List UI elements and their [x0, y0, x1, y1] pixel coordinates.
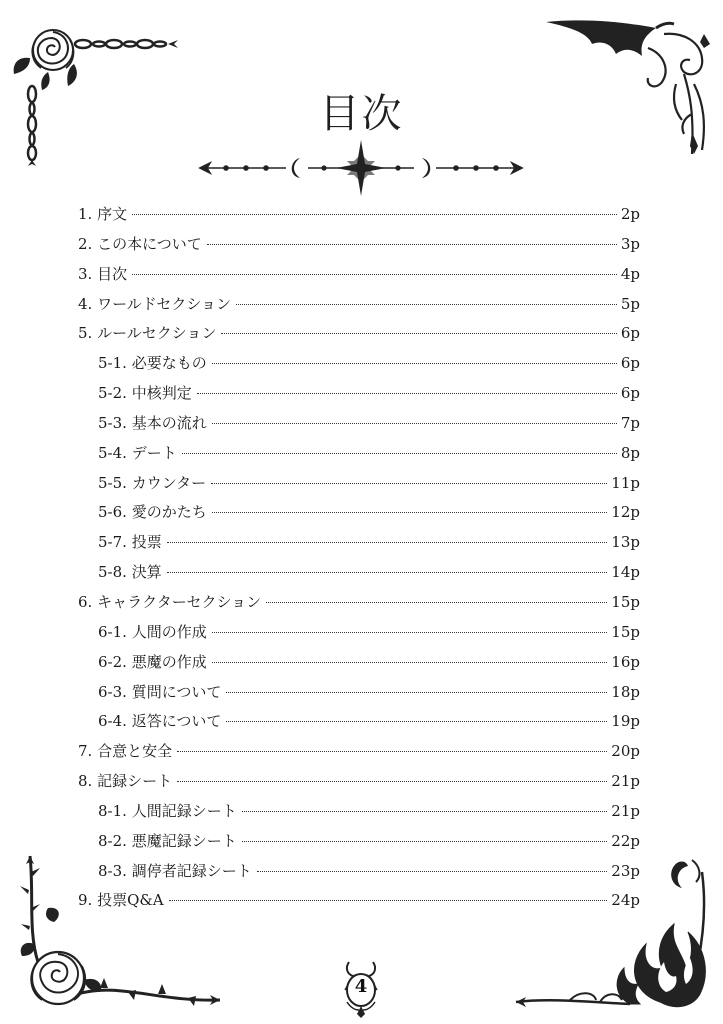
toc-entry	[78, 230, 640, 260]
toc-entry-label: 5. ルールセクション	[78, 324, 217, 343]
dot-leader	[182, 453, 617, 454]
toc-entry-label: 9. 投票Q&A	[78, 891, 164, 910]
toc-entry-page: 6p	[620, 384, 640, 403]
dot-leader	[242, 841, 608, 842]
toc-entry	[78, 498, 640, 528]
toc-entry-page: 7p	[620, 413, 640, 432]
toc-entry-label: 7. 合意と安全	[78, 742, 173, 761]
toc-entry	[78, 409, 640, 439]
toc-entry-page: 3p	[620, 234, 640, 253]
dot-leader	[221, 333, 616, 334]
toc-entry-page: 24p	[611, 891, 640, 910]
toc-entry-page: 13p	[611, 533, 640, 552]
toc-entry-label: 8-1. 人間記録シート	[98, 801, 237, 820]
toc-entry-page: 14p	[611, 563, 640, 582]
toc-entry	[78, 349, 640, 379]
toc-entry-page: 15p	[611, 622, 640, 641]
toc-entry-label: 1. 序文	[78, 205, 128, 223]
toc-entry	[78, 200, 640, 230]
dot-leader	[169, 900, 608, 901]
toc-entry-label: 8-3. 調停者記録シート	[98, 861, 252, 880]
toc-entry-label: 5-5. カウンター	[98, 473, 207, 492]
toc-entry	[78, 618, 640, 648]
toc-entry-page: 5p	[620, 294, 640, 313]
toc-entry-label: 6-3. 質問について	[98, 682, 222, 701]
toc-entry-label: 6-4. 返答について	[98, 712, 222, 731]
page-number: 4	[354, 976, 368, 997]
toc-entry-page: 11p	[611, 473, 640, 492]
dot-leader	[212, 363, 617, 364]
toc-entry-label: 5-6. 愛のかたち	[98, 503, 207, 522]
dot-leader	[197, 393, 617, 394]
toc-entry-page: 19p	[611, 712, 640, 731]
toc-entry	[78, 469, 640, 499]
toc-entry-label: 5-3. 基本の流れ	[98, 413, 207, 432]
dot-leader	[212, 423, 617, 424]
toc-entry	[78, 290, 640, 320]
toc-entry	[78, 648, 640, 678]
toc-entry	[78, 379, 640, 409]
toc-entry-page: 2p	[620, 205, 640, 223]
toc-entry-page: 20p	[611, 742, 640, 761]
toc-entry-page: 16p	[611, 652, 640, 671]
dot-leader	[207, 244, 617, 245]
dot-leader	[212, 632, 608, 633]
toc-entry	[78, 857, 640, 887]
dot-leader	[212, 662, 608, 663]
toc-entry	[78, 260, 640, 290]
toc-entry-label: 4. ワールドセクション	[78, 294, 232, 313]
toc-entry-page: 6p	[620, 324, 640, 343]
toc-entry-page: 4p	[620, 264, 640, 283]
dot-leader	[177, 781, 607, 782]
toc-entry	[78, 588, 640, 618]
toc-entry-page: 18p	[611, 682, 640, 701]
dot-leader	[212, 512, 608, 513]
dot-leader	[132, 274, 617, 275]
toc-entry-label: 8-2. 悪魔記録シート	[98, 831, 237, 850]
toc-entry	[78, 319, 640, 349]
toc-entry	[78, 707, 640, 737]
toc-entry-label: 6. キャラクターセクション	[78, 592, 262, 611]
toc-entry-label: 5-1. 必要なもの	[98, 354, 207, 373]
dot-leader	[167, 572, 608, 573]
toc-entry	[78, 678, 640, 708]
table-of-contents	[78, 200, 640, 916]
toc-entry-page: 8p	[620, 443, 640, 462]
toc-entry-page: 15p	[611, 592, 640, 611]
toc-entry	[78, 827, 640, 857]
page-title: 目次	[319, 91, 404, 137]
toc-entry-label: 8. 記録シート	[78, 772, 173, 791]
dot-leader	[242, 811, 608, 812]
toc-entry-label: 5-4. デート	[98, 443, 177, 462]
toc-entry-label: 5-7. 投票	[98, 533, 162, 552]
toc-entry-label: 5-8. 決算	[98, 563, 162, 582]
toc-entry-page: 12p	[611, 503, 640, 522]
moon-star-divider-icon	[196, 140, 526, 196]
dot-leader	[177, 751, 607, 752]
toc-entry-label: 6-2. 悪魔の作成	[98, 652, 207, 671]
toc-entry	[78, 797, 640, 827]
toc-entry	[78, 767, 640, 797]
toc-entry-label: 5-2. 中核判定	[98, 384, 192, 403]
dot-leader	[211, 483, 607, 484]
toc-entry-page: 21p	[611, 801, 640, 820]
toc-entry-page: 6p	[620, 354, 640, 373]
toc-entry	[78, 528, 640, 558]
toc-entry-page: 22p	[611, 831, 640, 850]
dot-leader	[226, 721, 607, 722]
dot-leader	[226, 692, 607, 693]
dot-leader	[266, 602, 607, 603]
toc-entry-label: 3. 目次	[78, 264, 128, 283]
toc-entry	[78, 558, 640, 588]
toc-entry	[78, 439, 640, 469]
toc-entry-page: 23p	[611, 861, 640, 880]
toc-entry-page: 21p	[611, 772, 640, 791]
toc-entry-label: 2. この本について	[78, 234, 202, 253]
dot-leader	[167, 542, 608, 543]
toc-entry-label: 6-1. 人間の作成	[98, 622, 207, 641]
dot-leader	[132, 214, 617, 215]
dot-leader	[257, 871, 608, 872]
toc-entry	[78, 886, 640, 916]
dot-leader	[236, 304, 617, 305]
toc-entry	[78, 737, 640, 767]
